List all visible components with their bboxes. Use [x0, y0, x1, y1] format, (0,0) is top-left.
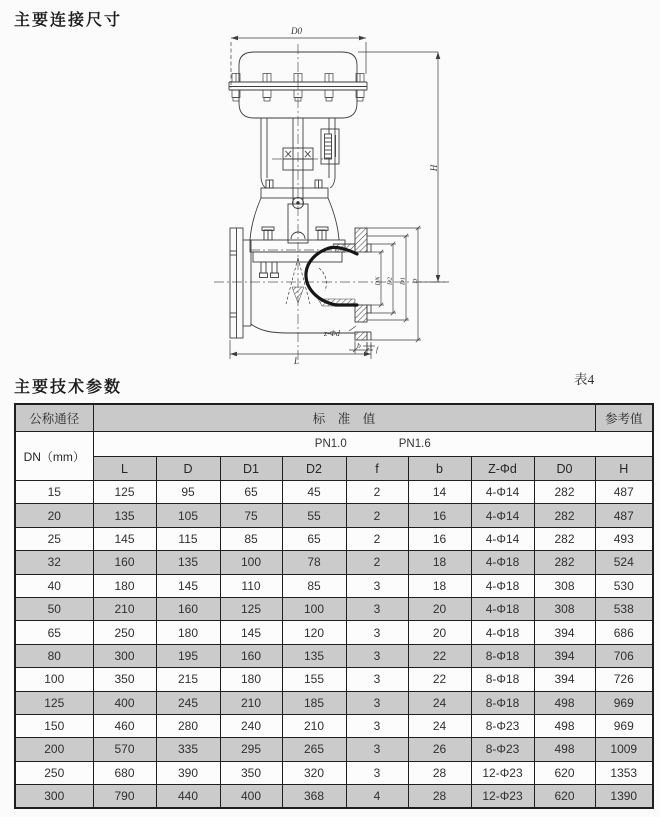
- value-cell: 493: [595, 527, 653, 550]
- h-label: H: [429, 164, 439, 172]
- dn-cell: 125: [15, 691, 93, 714]
- value-cell: 24: [408, 691, 471, 714]
- value-cell: 75: [220, 504, 282, 527]
- value-cell: 135: [156, 551, 220, 574]
- value-cell: 4-Φ18: [471, 621, 534, 644]
- value-cell: 8-Φ23: [471, 738, 534, 761]
- value-cell: 195: [156, 644, 220, 667]
- section-title-connection-dimensions: 主要连接尺寸: [14, 12, 123, 29]
- value-cell: 3: [346, 738, 408, 761]
- value-cell: 282: [534, 527, 595, 550]
- dn-cell: 80: [15, 644, 93, 667]
- f-label: f: [376, 345, 379, 354]
- column-header-L: L: [93, 457, 156, 481]
- table-row: [15, 504, 653, 527]
- value-cell: 78: [282, 551, 346, 574]
- value-cell: 3: [346, 574, 408, 597]
- d-label: D: [412, 278, 419, 284]
- value-cell: 85: [220, 527, 282, 550]
- column-header-D2: D2: [282, 457, 346, 481]
- value-cell: 487: [595, 504, 653, 527]
- value-cell: 160: [93, 551, 156, 574]
- value-cell: 240: [220, 714, 282, 737]
- column-header-f: f: [346, 457, 408, 481]
- value-cell: 300: [93, 644, 156, 667]
- pn10-label: PN1.0: [314, 438, 347, 450]
- value-cell: 400: [93, 691, 156, 714]
- value-cell: 125: [220, 597, 282, 620]
- value-cell: 308: [534, 597, 595, 620]
- dn-cell: 15: [15, 481, 93, 504]
- value-cell: 1390: [595, 785, 653, 809]
- valve-body: [230, 228, 371, 340]
- value-cell: 180: [156, 621, 220, 644]
- value-cell: 145: [156, 574, 220, 597]
- value-cell: 3: [346, 668, 408, 691]
- dn-cell: 25: [15, 527, 93, 550]
- value-cell: 210: [93, 597, 156, 620]
- table-row: [15, 691, 653, 714]
- dn-cell: 100: [15, 668, 93, 691]
- b-label: b: [357, 341, 361, 350]
- value-cell: 620: [534, 785, 595, 809]
- value-cell: 135: [282, 644, 346, 667]
- table-row: [15, 527, 653, 550]
- value-cell: 180: [93, 574, 156, 597]
- value-cell: 55: [282, 504, 346, 527]
- value-cell: 4-Φ14: [471, 481, 534, 504]
- header-standard-values: 标 准 值: [93, 404, 595, 432]
- dn-cell: 40: [15, 574, 93, 597]
- value-cell: 3: [346, 597, 408, 620]
- value-cell: 4-Φ14: [471, 527, 534, 550]
- table-row: [15, 597, 653, 620]
- value-cell: 2: [346, 527, 408, 550]
- table-row: [15, 785, 653, 809]
- value-cell: 12-Φ23: [471, 761, 534, 784]
- table-row: [15, 738, 653, 761]
- value-cell: 180: [220, 668, 282, 691]
- value-cell: 215: [156, 668, 220, 691]
- value-cell: 265: [282, 738, 346, 761]
- column-header-b: b: [408, 457, 471, 481]
- value-cell: 335: [156, 738, 220, 761]
- value-cell: 125: [93, 481, 156, 504]
- d0-label: D0: [291, 26, 302, 36]
- table-row: [15, 481, 653, 504]
- value-cell: 28: [408, 785, 471, 809]
- valve-drawing: [0, 0, 660, 370]
- value-cell: 65: [220, 481, 282, 504]
- value-cell: 3: [346, 714, 408, 737]
- value-cell: 790: [93, 785, 156, 809]
- table-row: [15, 574, 653, 597]
- value-cell: 400: [220, 785, 282, 809]
- value-cell: 726: [595, 668, 653, 691]
- value-cell: 18: [408, 574, 471, 597]
- value-cell: 65: [282, 527, 346, 550]
- header-group-row: [15, 404, 653, 432]
- value-cell: 440: [156, 785, 220, 809]
- value-cell: 394: [534, 621, 595, 644]
- header-nominal-diameter: 公称通径: [15, 404, 93, 432]
- value-cell: 498: [534, 691, 595, 714]
- value-cell: 498: [534, 738, 595, 761]
- value-cell: 210: [220, 691, 282, 714]
- value-cell: 24: [408, 714, 471, 737]
- value-cell: 28: [408, 761, 471, 784]
- value-cell: 185: [282, 691, 346, 714]
- value-cell: 18: [408, 551, 471, 574]
- value-cell: 969: [595, 691, 653, 714]
- column-header-D0: D0: [534, 457, 595, 481]
- table-body: [15, 481, 653, 809]
- value-cell: 8-Φ18: [471, 668, 534, 691]
- value-cell: 3: [346, 761, 408, 784]
- dn-cell: 65: [15, 621, 93, 644]
- value-cell: 620: [534, 761, 595, 784]
- value-cell: 45: [282, 481, 346, 504]
- value-cell: 2: [346, 504, 408, 527]
- value-cell: 498: [534, 714, 595, 737]
- value-cell: 26: [408, 738, 471, 761]
- value-cell: 680: [93, 761, 156, 784]
- header-columns-row: [15, 457, 653, 481]
- value-cell: 320: [282, 761, 346, 784]
- value-cell: 155: [282, 668, 346, 691]
- value-cell: 3: [346, 644, 408, 667]
- value-cell: 135: [93, 504, 156, 527]
- dn-cell: 32: [15, 551, 93, 574]
- l-label: L: [294, 356, 300, 366]
- dn-cell: 50: [15, 597, 93, 620]
- dn-cell: 250: [15, 761, 93, 784]
- column-header-D1: D1: [220, 457, 282, 481]
- value-cell: 4-Φ18: [471, 551, 534, 574]
- value-cell: 14: [408, 481, 471, 504]
- value-cell: 145: [93, 527, 156, 550]
- value-cell: 1353: [595, 761, 653, 784]
- dn-cell: 300: [15, 785, 93, 809]
- value-cell: 530: [595, 574, 653, 597]
- value-cell: 145: [220, 621, 282, 644]
- value-cell: 245: [156, 691, 220, 714]
- d2-label: D2: [386, 277, 394, 285]
- value-cell: 22: [408, 644, 471, 667]
- value-cell: 282: [534, 481, 595, 504]
- value-cell: 100: [282, 597, 346, 620]
- bonnet: [250, 198, 345, 278]
- value-cell: 22: [408, 668, 471, 691]
- value-cell: 570: [93, 738, 156, 761]
- value-cell: 1009: [595, 738, 653, 761]
- value-cell: 115: [156, 527, 220, 550]
- diaphragm-lining: [306, 247, 357, 305]
- table-row: [15, 761, 653, 784]
- value-cell: 969: [595, 714, 653, 737]
- value-cell: 110: [220, 574, 282, 597]
- value-cell: 390: [156, 761, 220, 784]
- header-pn-row: [15, 432, 653, 457]
- value-cell: 394: [534, 668, 595, 691]
- value-cell: 250: [93, 621, 156, 644]
- value-cell: 16: [408, 527, 471, 550]
- header-pn-cell: [93, 432, 653, 457]
- value-cell: 3: [346, 691, 408, 714]
- value-cell: 524: [595, 551, 653, 574]
- value-cell: 282: [534, 551, 595, 574]
- parameters-table: [14, 403, 654, 809]
- dn-cell: 150: [15, 714, 93, 737]
- table-row: [15, 668, 653, 691]
- d1-label: D1: [399, 277, 407, 285]
- value-cell: 706: [595, 644, 653, 667]
- value-cell: 282: [534, 504, 595, 527]
- value-cell: 295: [220, 738, 282, 761]
- table-row: [15, 551, 653, 574]
- column-header-Zd: Z-Φd: [471, 457, 534, 481]
- value-cell: 350: [220, 761, 282, 784]
- value-cell: 538: [595, 597, 653, 620]
- value-cell: 8-Φ18: [471, 691, 534, 714]
- column-header-D: D: [156, 457, 220, 481]
- value-cell: 2: [346, 481, 408, 504]
- value-cell: 210: [282, 714, 346, 737]
- value-cell: 8-Φ23: [471, 714, 534, 737]
- value-cell: 4-Φ18: [471, 597, 534, 620]
- value-cell: 16: [408, 504, 471, 527]
- yoke-and-stem: [261, 118, 339, 206]
- table-row: [15, 644, 653, 667]
- table-row: [15, 714, 653, 737]
- value-cell: 280: [156, 714, 220, 737]
- value-cell: 20: [408, 597, 471, 620]
- value-cell: 394: [534, 644, 595, 667]
- valve-diagram-svg: [0, 0, 660, 370]
- value-cell: 160: [220, 644, 282, 667]
- value-cell: 350: [93, 668, 156, 691]
- value-cell: 120: [282, 621, 346, 644]
- value-cell: 20: [408, 621, 471, 644]
- value-cell: 8-Φ18: [471, 644, 534, 667]
- header-reference-value: 参考值: [595, 404, 653, 432]
- value-cell: 2: [346, 551, 408, 574]
- table-row: [15, 621, 653, 644]
- value-cell: 12-Φ23: [471, 785, 534, 809]
- table-number-tag: 表4: [574, 372, 595, 387]
- column-header-H: H: [595, 457, 653, 481]
- pn16-label: PN1.6: [398, 438, 431, 450]
- travel-indicator-scale: [321, 129, 339, 164]
- value-cell: 308: [534, 574, 595, 597]
- value-cell: 4: [346, 785, 408, 809]
- value-cell: 686: [595, 621, 653, 644]
- value-cell: 4-Φ18: [471, 574, 534, 597]
- value-cell: 368: [282, 785, 346, 809]
- value-cell: 100: [220, 551, 282, 574]
- value-cell: 4-Φ14: [471, 504, 534, 527]
- dn-cell: 200: [15, 738, 93, 761]
- dn-label: DN: [374, 276, 382, 286]
- z-phi-d-label: z-Φd: [324, 329, 340, 338]
- value-cell: 95: [156, 481, 220, 504]
- section-title-technical-parameters: 主要技术参数: [14, 379, 123, 396]
- value-cell: 85: [282, 574, 346, 597]
- value-cell: 487: [595, 481, 653, 504]
- dimensions: [230, 36, 449, 359]
- value-cell: 160: [156, 597, 220, 620]
- dn-cell: 20: [15, 504, 93, 527]
- value-cell: 3: [346, 621, 408, 644]
- value-cell: 460: [93, 714, 156, 737]
- value-cell: 105: [156, 504, 220, 527]
- header-dn-mm: DN（mm）: [15, 432, 93, 481]
